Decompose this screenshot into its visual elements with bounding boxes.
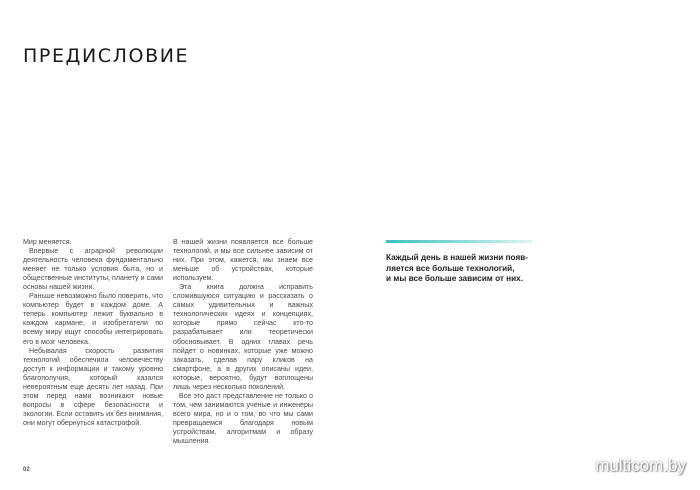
paragraph: Все это даст представление не только о том, чем занимаются ученые и инженеры всего мира, но и о том, во что мы сами превращаемся благодаря новым устройствам, алгоритмам и образу мышления. — [173, 391, 313, 446]
watermark: multicom.by — [595, 456, 686, 475]
paragraph: Небывалая скорость развития технологий обеспечила человечеству доступ к информации и такому уровню благополучия, который казался невероятным еще десять лет назад. При этом перед нами возникают новые вопросы в сфере безопасности и экологии. Если оставить их без внимания, они могут обернуться катастрофой. — [23, 346, 163, 427]
text-column-left — [23, 238, 163, 428]
page-number: 02 — [23, 467, 30, 473]
page-title: ПРЕДИСЛОВИЕ — [23, 45, 190, 67]
quote-line: и мы все больше зависим от них. — [386, 274, 523, 284]
paragraph: Мир меняется. — [23, 238, 72, 246]
pull-quote — [386, 240, 532, 285]
quote-line: Каждый день в нашей жизни появ- — [386, 253, 528, 262]
paragraph: Раньше невозможно было поверить, что компьютер будет в каждом доме. А теперь компьютер лежит буквально в каждом кармане, и изобретатели по всему миру ищут способы интегрировать его в мозг человека. — [23, 292, 163, 346]
paragraph: Эта книга должна исправить сложившуюся ситуацию и рассказать о самых удивительных и важных технологических идеях и концепциях, которые прямо сейчас кто-то разрабатывает или теоретически обосновывает. В одних главах речь пойдет о новинках, которые уже можно заказать, сделав пару кликов на смартфоне, а в других описаны идеи, которые, вероятно, будут воплощены лишь через несколько поколений. — [173, 283, 313, 391]
quote-line: ляется все больше технологий, — [386, 263, 515, 273]
quote-accent-rule — [386, 240, 532, 243]
text-column-middle — [173, 238, 313, 446]
pull-quote-text — [386, 253, 532, 285]
paragraph: Впервые с аграрной революции деятельность человека фундаментально меняет не только условия быта, но и общественные институты, планету и сами основы нашей жизни. — [23, 247, 163, 292]
paragraph: В нашей жизни появляется все больше технологий, и мы все сильнее зависим от них. При этом, кажется, мы знаем все меньше об устройствах, которые используем. — [173, 238, 313, 283]
